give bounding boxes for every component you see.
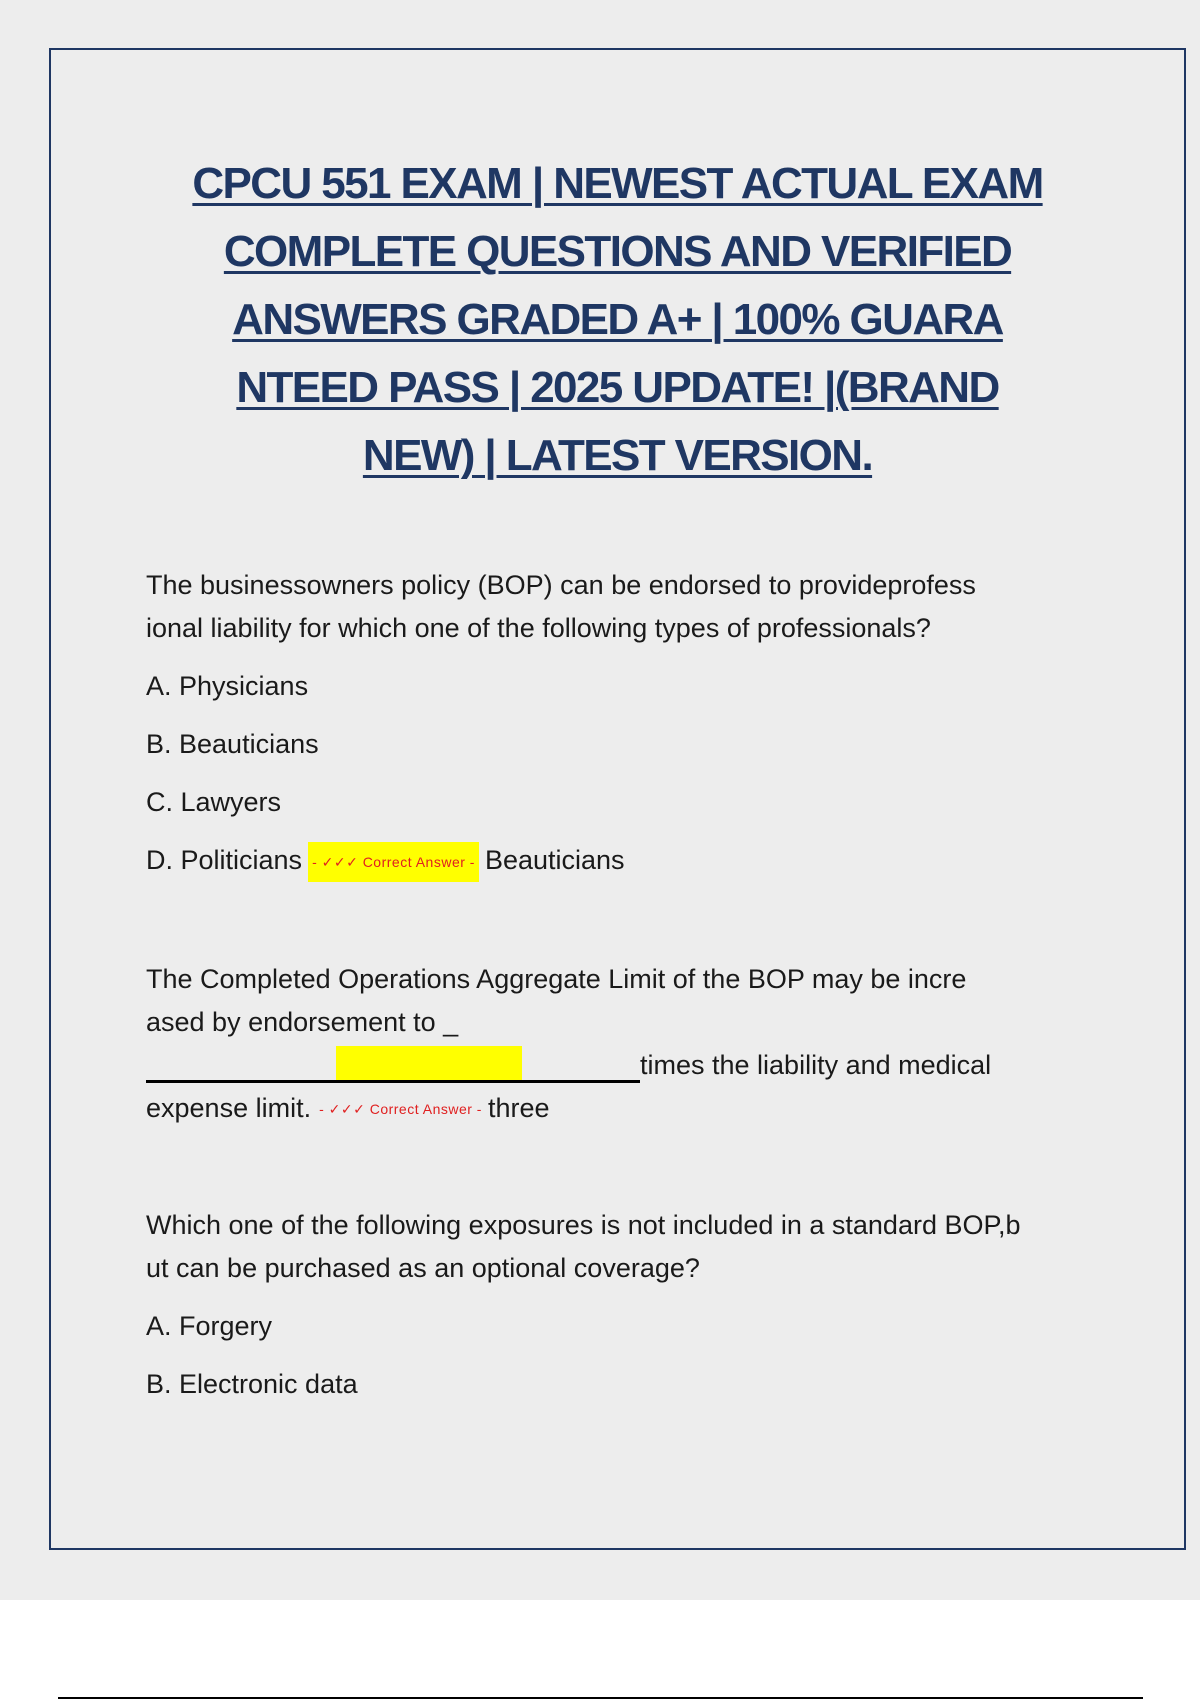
question-text: ased by endorsement to _ xyxy=(146,1007,459,1037)
blank-highlight xyxy=(336,1046,522,1082)
correct-answer-text: three xyxy=(487,1093,550,1123)
title-line: ANSWERS GRADED A+ | 100% GUARA xyxy=(232,295,1003,344)
question-2 xyxy=(146,958,1106,1131)
answer-option: D. Politicians xyxy=(146,845,303,875)
document-title xyxy=(130,150,1105,490)
footer-rule xyxy=(58,1697,1143,1699)
answer-option: B. Beauticians xyxy=(146,729,319,759)
question-text: expense limit. xyxy=(146,1093,312,1123)
fill-in-blank-row xyxy=(146,1044,1106,1087)
answer-option: A. Forgery xyxy=(146,1311,273,1341)
correct-answer-tag: - ✓✓✓ Correct Answer - xyxy=(319,1101,482,1118)
title-line: NEW) | LATEST VERSION. xyxy=(362,431,873,480)
answer-option: B. Electronic data xyxy=(146,1369,358,1399)
question-text: ut can be purchased as an optional coverage? xyxy=(146,1253,700,1283)
question-text: Which one of the following exposures is not included in a standard BOP,b xyxy=(146,1210,1021,1240)
question-text: The Completed Operations Aggregate Limit of the BOP may be incre xyxy=(146,964,967,994)
question-3 xyxy=(146,1204,1106,1406)
answer-option-with-answer xyxy=(146,839,1106,882)
question-text: times the liability and medical xyxy=(640,1050,992,1080)
title-line: CPCU 551 EXAM | NEWEST ACTUAL EXAM xyxy=(192,159,1043,208)
title-line: COMPLETE QUESTIONS AND VERIFIED xyxy=(223,227,1012,276)
answer-option: A. Physicians xyxy=(146,671,309,701)
correct-answer-tag: - ✓✓✓ Correct Answer - xyxy=(308,842,479,882)
correct-answer-text: Beauticians xyxy=(484,845,625,875)
question-last-line xyxy=(146,1087,1106,1131)
question-1 xyxy=(146,564,1106,882)
answer-option: C. Lawyers xyxy=(146,787,282,817)
title-line: NTEED PASS | 2025 UPDATE! |(BRAND xyxy=(236,363,999,412)
question-text: ional liability for which one of the following types of professionals? xyxy=(146,613,931,643)
blank-line xyxy=(146,1080,640,1083)
question-text: The businessowners policy (BOP) can be endorsed to provideprofess xyxy=(146,570,976,600)
